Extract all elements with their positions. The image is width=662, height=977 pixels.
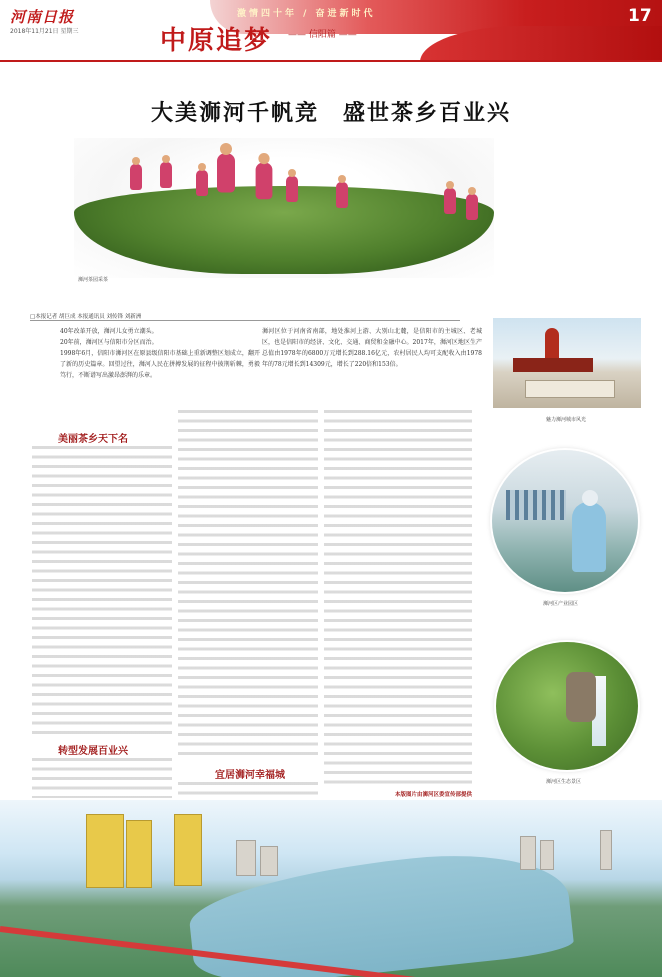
side-caption-2: 浉河区产业园区 xyxy=(543,601,579,607)
body-column-2b xyxy=(178,782,318,798)
section-title-livable: 宜居浉河幸福城 xyxy=(215,770,285,781)
hero-caption: 浉河茶园采茶 xyxy=(78,277,109,283)
intro-paragraph-4: 浉河区位于河南省南部，地处淮河上游、大别山北麓，是信阳市的主城区、老城区，也是信阳市的经济、文化、交通、商贸和金融中心。2017年，浉河区地区生产总值由1978年的6800万元增长到288.16亿元，农村居民人均可支配收入由1978年的78元增长到14309元，增长了220倍和153倍。 xyxy=(262,328,482,368)
page-number: 17 xyxy=(628,6,652,26)
masthead xyxy=(0,0,662,62)
page-headline: 大美浉河千帆竞 盛世茶乡百业兴 xyxy=(150,100,511,126)
byline: □本报记者 胡巨成 本报通讯员 刘传锋 刘新洲 xyxy=(30,314,142,320)
masthead-rule xyxy=(0,60,662,62)
paper-name: 河南日报 xyxy=(10,8,75,26)
column-title: 中原追梦 xyxy=(160,26,273,56)
side-photo-factory xyxy=(492,450,638,592)
body-column-1 xyxy=(32,446,172,736)
photo-credit: 本版图片由浉河区委宣传部提供 xyxy=(395,792,473,798)
side-caption-3: 浉河区生态景区 xyxy=(546,779,582,785)
slogan: 激情四十年 / 奋进新时代 xyxy=(237,9,376,19)
side-photo-city xyxy=(493,318,641,408)
section-title-industry: 转型发展百业兴 xyxy=(58,746,128,757)
column-subtitle: —— 信阳篇 —— xyxy=(288,30,357,40)
city-panorama-photo xyxy=(0,800,662,977)
side-photo-waterfall xyxy=(496,642,638,770)
intro-paragraph-3: 1998年6月，信阳市浉河区在原县级信阳市基础上重新调整区划成立，翻开了新的历史篇章。回望过往，浉河人民在拼搏发展的征程中披荆斩棘，勇毅笃行，不断谱写出激昂澎湃的乐章。 xyxy=(60,350,260,379)
issue-date: 2018年11月21日 星期三 xyxy=(10,28,79,35)
body-column-3 xyxy=(324,410,472,788)
side-caption-1: 魅力浉河城市风光 xyxy=(546,417,587,423)
byline-rule xyxy=(30,320,460,321)
intro-paragraph-1: 40年改革开放，浉河儿女勇立潮头。 xyxy=(60,328,158,335)
hero-photo xyxy=(74,138,494,278)
section-title-tea: 美丽茶乡天下名 xyxy=(58,434,128,445)
body-column-2 xyxy=(178,410,318,760)
body-column-1b xyxy=(32,758,172,798)
intro-paragraph-2: 20年前，浉河区与信阳市分区而治。 xyxy=(60,339,158,346)
